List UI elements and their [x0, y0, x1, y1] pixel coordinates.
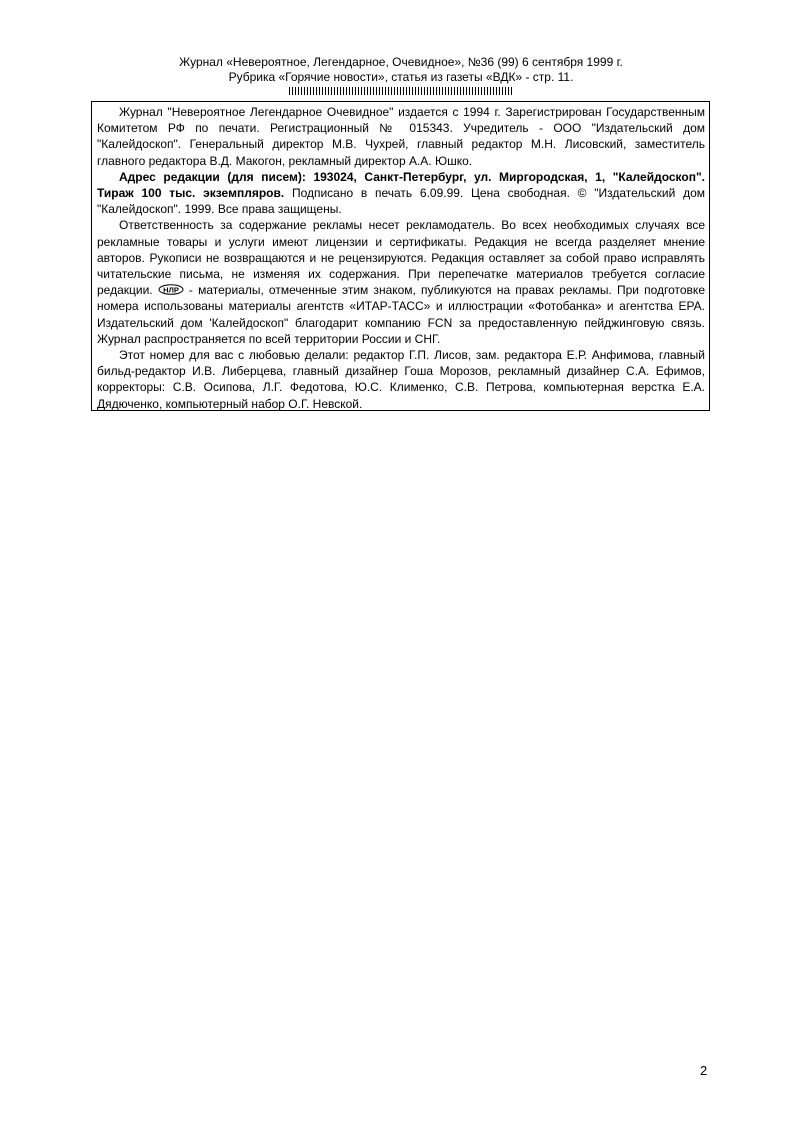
print-info: Подписано в печать 6.09.99. Цена свободная. © "Издательский дом "Калейдоскоп". 1999. Все права защищены. [97, 186, 705, 217]
journal-issue-line: Журнал «Невероятное, Легендарное, Очевидное», №36 (99) 6 сентября 1999 г. [179, 55, 623, 69]
imprint-paragraph-publisher [97, 104, 705, 169]
disclaimer-text-end: - материалы, отмеченные этим знаком, публикуются на правах рекламы. При подготовке номера использованы материалы агентств «ИТАР-ТАСС» и иллюстрации «Фотобанка» и агентства EPA. Издательский дом 'Калейдоскоп" благодарит компанию FCN за предоставленную пейджинговую связь. Журнал распространяется по всей территории России и СНГ. [97, 283, 705, 346]
imprint-paragraph-address [97, 169, 705, 218]
document-header [0, 55, 802, 95]
imprint-paragraph-staff [97, 347, 705, 412]
imprint-paragraph-disclaimer [97, 217, 705, 347]
rubric-line: Рубрика «Горячие новости», статья из газеты «ВДК» - стр. 11. [228, 70, 574, 84]
disclaimer-text-start: Ответственность за содержание рекламы несет рекламодатель. Во всех необходимых случаях все рекламные товары и услуги имеют лицензии и сертификаты. Редакция не всегда разделяет мнение авторов. Рукописи не возвращаются и не рецензируются. Редакция оставляет за собой право исправлять читательские письма, не изменяя их содержания. При перепечатке материалов требуется согласие редакции. [97, 218, 705, 298]
editorial-address: Адрес редакции (для писем): 193024, Санкт-Петербург, ул. Миргородская, 1, "Калейдоскоп". Тираж 100 тыс. экземпляров. [97, 169, 705, 201]
page-number: 2 [700, 1063, 708, 1078]
advertising-mark-label: НЛР [162, 285, 179, 295]
staff-credits: Этот номер для вас с любовью делали: редактор Г.П. Лисов, зам. редактора Е.Р. Анфимова, главный бильд-редактор И.В. Либерцева, главный дизайнер Гоша Морозов, рекламный дизайнер С.А. Ефимов, корректоры: С.В. Осипова, Л.Г. Федотова, Ю.С. Клименко, С.В. Петрова, компьютерная верстка Е.А. Дядюченко, компьютерный набор О.Г. Невской. [97, 348, 705, 411]
imprint-box [91, 101, 710, 411]
publisher-text: Журнал "Невероятное Легендарное Очевидное" издается с 1994 г. Зарегистрирован Государственным Комитетом РФ по печати. Регистрационный № 015343. Учредитель - ООО "Издательский дом "Калейдоскоп". Генеральный директор М.В. Чухрей, главный редактор М.Н. Лисовский, заместитель главного редактора В.Д. Макогон, рекламный директор А.А. Юшко. [97, 105, 705, 168]
advertising-mark-icon [158, 284, 184, 295]
separator-rule [289, 87, 514, 95]
